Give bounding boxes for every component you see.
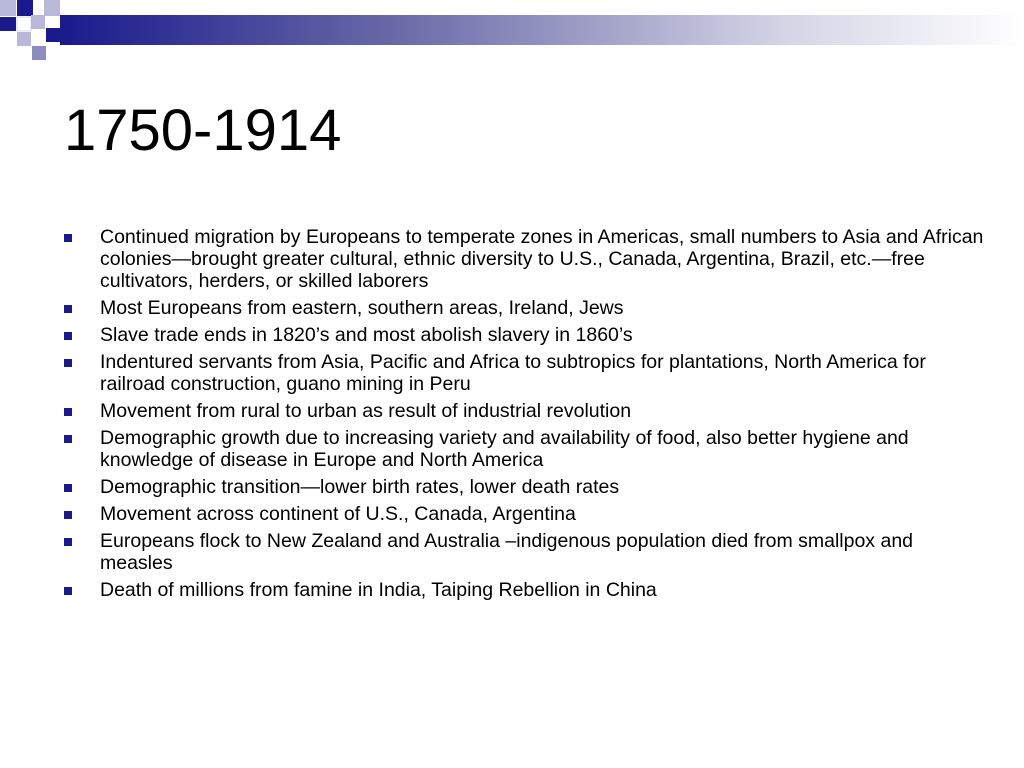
bullet-item <box>64 351 984 395</box>
bullet-list <box>64 226 984 606</box>
square-bullet-icon <box>64 234 72 242</box>
bullet-text: Continued migration by Europeans to temperate zones in Americas, small numbers to Asia and African colonies—brought greater cultural, ethnic diversity to U.S., Canada, Argentina, Brazil, etc.—free cultivators, herders, or skilled laborers <box>100 226 984 292</box>
square-bullet-icon <box>64 359 72 367</box>
bullet-item <box>64 579 984 601</box>
deco-square <box>31 15 45 29</box>
square-bullet-icon <box>64 408 72 416</box>
slide-header-decoration <box>0 0 1024 70</box>
bullet-text: Slave trade ends in 1820’s and most abolish slavery in 1860’s <box>100 324 633 346</box>
square-bullet-icon <box>64 435 72 443</box>
bullet-item <box>64 503 984 525</box>
square-bullet-icon <box>64 511 72 519</box>
deco-square <box>17 17 31 31</box>
bullet-item <box>64 530 984 574</box>
bullet-item <box>64 324 984 346</box>
bullet-text: Indentured servants from Asia, Pacific and Africa to subtropics for plantations, North America for railroad construction, guano mining in Peru <box>100 351 926 395</box>
bullet-item <box>64 297 984 319</box>
deco-square <box>17 0 33 16</box>
bullet-item <box>64 226 984 292</box>
square-bullet-icon <box>64 587 72 595</box>
bullet-text: Europeans flock to New Zealand and Australia –indigenous population died from smallpox and measles <box>100 530 914 574</box>
bullet-text: Demographic transition—lower birth rates, lower death rates <box>100 476 620 498</box>
deco-square <box>17 32 31 46</box>
deco-square <box>32 46 46 60</box>
bullet-text: Death of millions from famine in India, Taiping Rebellion in China <box>100 579 657 601</box>
deco-square <box>0 0 16 16</box>
deco-square <box>44 0 60 16</box>
bullet-text: Most Europeans from eastern, southern areas, Ireland, Jews <box>100 297 624 319</box>
bullet-item <box>64 427 984 471</box>
square-bullet-icon <box>64 484 72 492</box>
bullet-item <box>64 476 984 498</box>
slide-title: 1750-1914 <box>64 98 342 163</box>
bullet-text: Movement across continent of U.S., Canada, Argentina <box>100 503 576 525</box>
deco-square <box>46 28 60 42</box>
bullet-text: Demographic growth due to increasing variety and availability of food, also better hygiene and knowledge of disease in Europe and North America <box>100 427 909 471</box>
gradient-band <box>60 15 1024 45</box>
bullet-text: Movement from rural to urban as result of industrial revolution <box>100 400 632 422</box>
square-bullet-icon <box>64 305 72 313</box>
deco-square <box>0 17 16 31</box>
bullet-item <box>64 400 984 422</box>
square-bullet-icon <box>64 332 72 340</box>
square-bullet-icon <box>64 538 72 546</box>
